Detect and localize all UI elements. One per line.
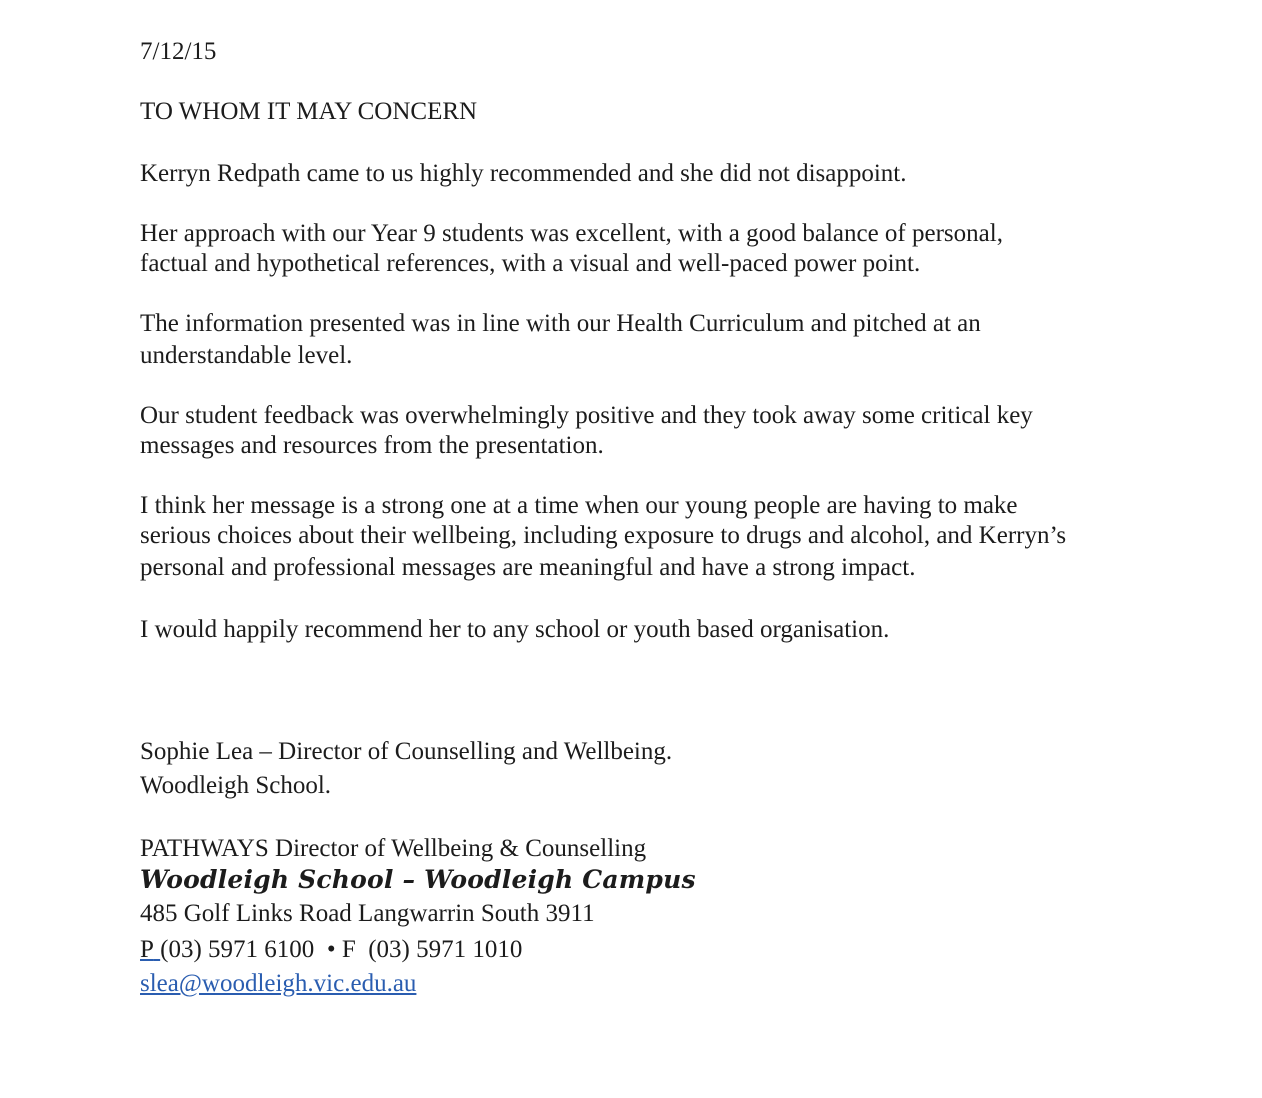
- signature-address: 485 Golf Links Road Langwarrin South 3911: [140, 900, 595, 927]
- signoff-name-title: Sophie Lea – Director of Counselling and Wellbeing.: [140, 738, 673, 765]
- paragraph-line: messages and resources from the presentation.: [140, 432, 604, 459]
- salutation: TO WHOM IT MAY CONCERN: [140, 98, 478, 125]
- paragraph-line: I would happily recommend her to any school or youth based organisation.: [140, 616, 890, 643]
- paragraph-line: factual and hypothetical references, with a visual and well-paced power point.: [140, 250, 921, 277]
- phone-number: (03) 5971 6100: [160, 936, 315, 963]
- fax-label: F: [341, 936, 356, 963]
- bullet-separator: •: [326, 936, 336, 963]
- paragraph-line: Our student feedback was overwhelmingly positive and they took away some critical key: [140, 402, 1033, 429]
- paragraph-line: personal and professional messages are meaningful and have a strong impact.: [140, 554, 916, 581]
- paragraph-line: I think her message is a strong one at a time when our young people are having to make: [140, 492, 1018, 519]
- signature-campus: Woodleigh School – Woodleigh Campus: [140, 865, 696, 894]
- signoff-school: Woodleigh School.: [140, 772, 332, 799]
- paragraph-line: Kerryn Redpath came to us highly recommended and she did not disappoint.: [140, 160, 907, 187]
- email-link[interactable]: slea@woodleigh.vic.edu.au: [140, 970, 417, 997]
- phone-label: P: [140, 936, 154, 963]
- paragraph-line: serious choices about their wellbeing, including exposure to drugs and alcohol, and Kerryn’s: [140, 522, 1067, 549]
- signature-email-row: [140, 969, 416, 999]
- signature-role: PATHWAYS Director of Wellbeing & Counselling: [140, 835, 647, 862]
- paragraph-line: understandable level.: [140, 342, 353, 369]
- fax-number: (03) 5971 1010: [368, 936, 523, 963]
- signature-phone-fax: [140, 935, 522, 965]
- paragraph-line: Her approach with our Year 9 students was excellent, with a good balance of personal,: [140, 220, 1003, 247]
- letter-date: 7/12/15: [140, 38, 217, 65]
- paragraph-line: The information presented was in line with our Health Curriculum and pitched at an: [140, 310, 981, 337]
